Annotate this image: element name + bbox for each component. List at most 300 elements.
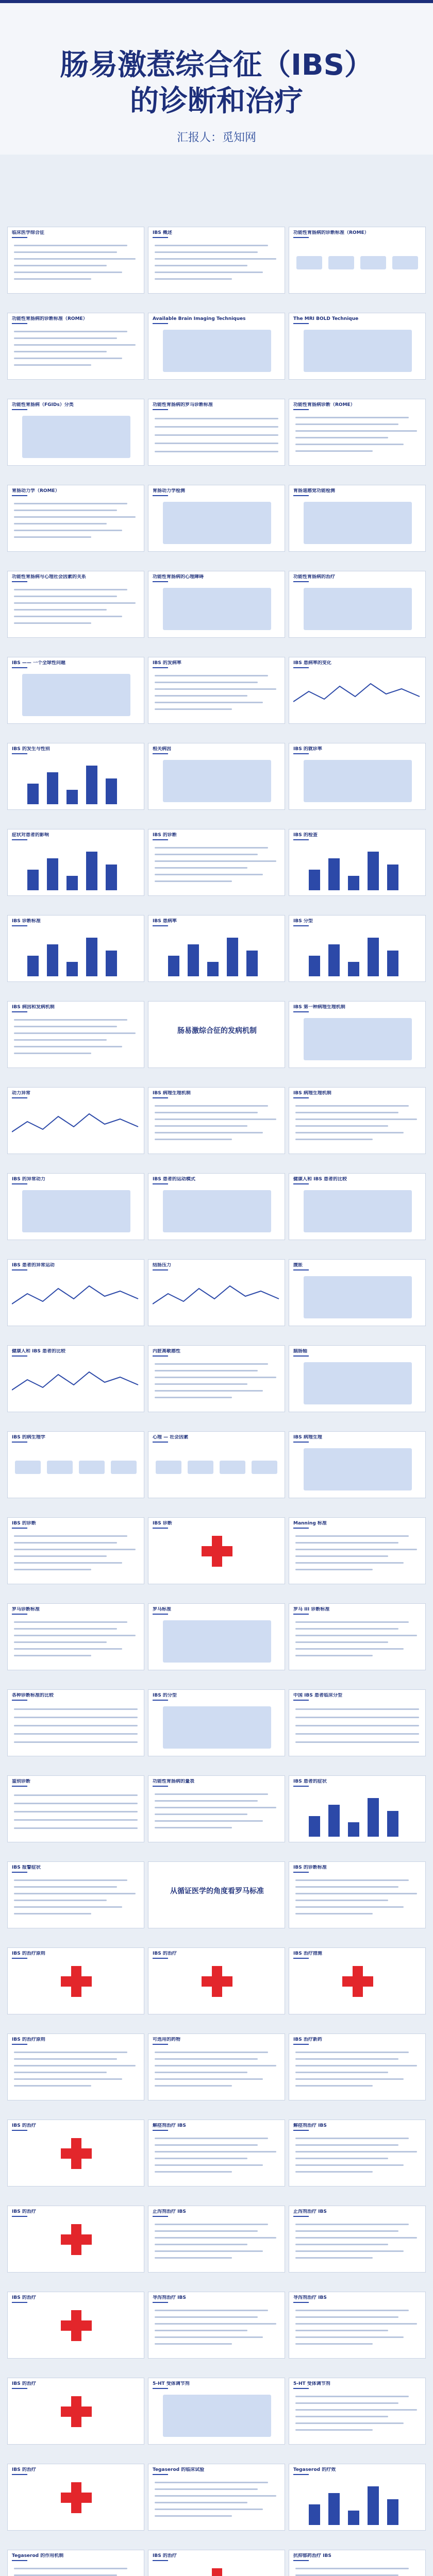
text-line [295, 1641, 388, 1643]
slide-title: 胃肠动力学检测 [153, 488, 186, 494]
slide-title-underline [153, 581, 168, 582]
slide-body [153, 585, 281, 634]
chain-box [47, 1461, 73, 1474]
slide-body [12, 585, 141, 634]
slide-title-underline [12, 2474, 27, 2475]
chain-box [360, 256, 386, 269]
text-line [14, 510, 117, 511]
slide-row [7, 313, 426, 381]
slide-title: IBS 患病率的变化 [293, 660, 331, 666]
slide-thumbnail [7, 571, 144, 638]
bar-mark [309, 1816, 320, 1837]
text-line [155, 1793, 268, 1795]
slide-figure [163, 1620, 271, 1663]
slide-body [12, 2478, 141, 2527]
text-line [295, 2065, 417, 2066]
slide-title: IBS 病理生理机制 [153, 1091, 191, 1096]
slide-body [153, 2564, 281, 2576]
slide-thumbnail [148, 485, 285, 552]
slide-body [293, 413, 422, 462]
slide-title-underline [153, 1528, 168, 1529]
slide-body [12, 2564, 141, 2576]
slide-row [7, 1259, 426, 1327]
slide-title: 功能性胃肠病与心理社会因素的关系 [12, 574, 87, 580]
slide-title-underline [12, 1442, 27, 1443]
slide-row [7, 2206, 426, 2274]
text-line [155, 1827, 232, 1828]
slide-thumbnail [289, 2378, 426, 2445]
slide-title-underline [153, 1269, 168, 1270]
slide-body [293, 499, 422, 548]
table-row [14, 1819, 138, 1821]
slide-row [7, 571, 426, 639]
text-line [295, 2257, 373, 2259]
text-line [14, 245, 127, 246]
slide-body [293, 2306, 422, 2355]
text-line [295, 1535, 409, 1537]
slide-row [7, 829, 426, 897]
text-line [155, 2330, 247, 2331]
series-line [293, 684, 420, 702]
slide-title-underline [293, 1183, 309, 1184]
cover-title [0, 47, 433, 120]
slide-title: 内脏高敏感性 [153, 1349, 181, 1354]
slide-thumbnail [7, 1947, 144, 2014]
slide-title: IBS 患者的运动模式 [153, 1177, 195, 1182]
slide-thumbnail [7, 829, 144, 896]
text-line [155, 2085, 232, 2087]
text-line [295, 2072, 388, 2073]
slide-title-underline [12, 2388, 27, 2389]
slide-thumbnail [7, 657, 144, 724]
slide-title-underline [12, 667, 27, 668]
slide-title: 解痉剂治疗 IBS [293, 2123, 327, 2128]
slide-title: 脑肠轴 [293, 1349, 308, 1354]
slide-thumbnail [148, 2378, 285, 2445]
text-line [295, 2171, 373, 2173]
slide-title-underline [293, 495, 309, 496]
text-line [14, 351, 107, 352]
slide-thumbnail [148, 571, 285, 638]
slide-body [12, 929, 141, 978]
slide-title: IBS 的病生理学 [12, 1435, 45, 1440]
slide-body [293, 1187, 422, 1236]
slide-thumbnail [289, 227, 426, 294]
text-line [295, 1125, 388, 1127]
slide-thumbnail [7, 743, 144, 810]
slide-title-underline [153, 1614, 168, 1615]
slide-title-underline [153, 2216, 168, 2217]
text-line [155, 682, 258, 683]
table-row [14, 1794, 138, 1796]
slide-thumbnail [148, 2206, 285, 2273]
text-line [155, 272, 263, 273]
text-line [14, 2568, 127, 2569]
text-line [155, 2250, 263, 2252]
slide-title: 5-HT 受体调节剂 [293, 2381, 330, 2386]
slide-title: 健康人和 IBS 患者的比较 [293, 1177, 347, 1182]
slide-title-underline [12, 581, 27, 582]
slide-title-underline [293, 1786, 309, 1787]
slide-title: 腹胀 [293, 1263, 303, 1268]
slide-body [12, 671, 141, 720]
chain-box [111, 1461, 137, 1474]
slide-title: IBS 的发病率 [153, 660, 181, 666]
slide-title-underline [12, 753, 27, 754]
slide-thumbnail [7, 1001, 144, 1068]
slide-row [7, 2033, 426, 2102]
slide-title: 导泻剂治疗 IBS [153, 2295, 186, 2300]
slide-title-underline [12, 323, 27, 324]
slide-body [293, 2133, 422, 2183]
text-line [155, 2065, 276, 2066]
slide-body [153, 1789, 281, 1839]
slide-title: The MRI BOLD Technique [293, 316, 359, 321]
text-line [14, 523, 107, 524]
slide-thumbnail [289, 2033, 426, 2100]
bar-mark [27, 870, 39, 890]
slide-thumbnail [289, 2292, 426, 2359]
slide-title-underline [293, 237, 309, 238]
slide-body [293, 1273, 422, 1323]
text-line [295, 1635, 417, 1636]
text-line [155, 2482, 268, 2483]
text-line [14, 1906, 122, 1908]
slide-figure [163, 588, 271, 630]
slide-title: 罗马 III 诊断标准 [293, 1607, 330, 1612]
text-line [295, 2144, 398, 2146]
text-line [295, 2224, 409, 2225]
text-line [155, 2171, 232, 2173]
slide-title-underline [153, 1442, 168, 1443]
slide-body [153, 241, 281, 290]
bar-mark [47, 944, 58, 976]
bar-mark [387, 1811, 398, 1837]
slide-title: 止泻剂治疗 IBS [153, 2209, 186, 2214]
text-line [14, 1628, 117, 1630]
slide-title: 健康人和 IBS 患者的比较 [12, 1349, 65, 1354]
text-line [295, 1139, 373, 1140]
text-line [155, 1397, 232, 1398]
slide-body [12, 1531, 141, 1581]
slide-thumbnail [289, 571, 426, 638]
slide-body [293, 843, 422, 892]
text-line [14, 2065, 136, 2066]
bar-mark [387, 951, 398, 976]
slide-title-underline [12, 495, 27, 496]
slide-row [7, 2292, 426, 2360]
slide-title-underline [293, 1442, 309, 1443]
slide-body [153, 1617, 281, 1667]
table-row [295, 1741, 419, 1743]
slide-title-underline [293, 1700, 309, 1701]
slide-thumbnail [289, 829, 426, 896]
table-row [14, 1708, 138, 1710]
slide-thumbnail [289, 2120, 426, 2187]
slide-title-underline [12, 2130, 27, 2131]
slide-row [7, 657, 426, 725]
bar-mark [86, 938, 97, 976]
slide-row [7, 1517, 426, 1585]
slide-thumbnail [7, 1087, 144, 1154]
text-line [14, 530, 122, 531]
text-line [155, 1139, 232, 1140]
text-line [155, 1820, 263, 1822]
text-line [295, 1112, 398, 1113]
slide-thumbnail [148, 2292, 285, 2359]
slide-title: 症状对患者的影响 [12, 833, 49, 838]
slide-body [12, 327, 141, 376]
text-line [155, 2488, 258, 2490]
slide-figure [22, 416, 130, 458]
slide-body [293, 1789, 422, 1839]
slide-thumbnail [289, 657, 426, 724]
chain-box [156, 1461, 181, 1474]
table-row [14, 1811, 138, 1812]
slide-thumbnail [148, 313, 285, 380]
text-line [14, 364, 91, 366]
slide-thumbnail [148, 1173, 285, 1240]
slide-title-underline [293, 2302, 309, 2303]
slide-thumbnail [7, 2206, 144, 2273]
slide-title-underline [153, 2474, 168, 2475]
text-line [155, 2495, 276, 2497]
slide-row [7, 1947, 426, 2015]
bar-mark [309, 2504, 320, 2525]
slide-thumbnail [148, 2550, 285, 2576]
slide-title: IBS 病理生理 [293, 1435, 322, 1440]
slide-title: IBS 病因和发病机制 [12, 1005, 55, 1010]
text-line [295, 2416, 388, 2417]
text-line [155, 1370, 258, 1371]
slide-title: IBS 诊断 [153, 1521, 172, 1526]
slide-title: IBS 的治疗原则 [12, 2037, 45, 2042]
slide-title: 功能性胃肠病的治疗 [293, 574, 336, 580]
slide-body [153, 2219, 281, 2269]
slide-title: IBS 治疗措施 [293, 1951, 322, 1956]
line-chart [12, 1359, 141, 1405]
bar-mark [168, 956, 179, 976]
slide-title-underline [293, 839, 309, 840]
slide-figure [163, 502, 271, 544]
slide-title-underline [293, 409, 309, 410]
slide-title: 罗马诊断标准 [12, 1607, 40, 1612]
text-line [155, 688, 276, 690]
slide-thumbnail [289, 1947, 426, 2014]
slide-thumbnail [148, 657, 285, 724]
slide-title: 5-HT 受体调节剂 [153, 2381, 190, 2386]
slide-thumbnail [148, 399, 285, 466]
bar-mark [27, 784, 39, 804]
bar-mark [86, 766, 97, 804]
text-line [155, 251, 258, 253]
slide-figure [304, 1018, 412, 1060]
slide-title: IBS 第一种病理生理机制 [293, 1005, 345, 1010]
bar-mark [368, 852, 379, 890]
table-row [295, 1717, 419, 1718]
slide-thumbnail [148, 1087, 285, 1154]
slide-body [293, 1359, 422, 1409]
chain-box [392, 256, 418, 269]
table-row [295, 1733, 419, 1735]
table-row [155, 434, 278, 436]
text-line [14, 272, 122, 273]
text-line [295, 1562, 404, 1564]
slide-thumbnail [148, 1603, 285, 1670]
text-line [14, 1555, 107, 1557]
text-line [295, 2244, 388, 2245]
text-line [155, 1132, 263, 1133]
slide-thumbnail [148, 1861, 285, 1928]
text-line [295, 444, 404, 445]
slide-title: 鉴别诊断 [12, 1779, 31, 1784]
slide-thumbnail [289, 2464, 426, 2531]
slide-title: IBS 的发生与性别 [12, 747, 50, 752]
slide-body [293, 1531, 422, 1581]
text-line [155, 2224, 268, 2225]
bar-mark [227, 938, 238, 976]
slide-title-underline [12, 237, 27, 238]
slide-title: 胃肠道感觉功能检测 [293, 488, 336, 494]
slide-body [293, 757, 422, 806]
bar-mark [47, 858, 58, 890]
slide-body [293, 2478, 422, 2527]
slide-figure [163, 760, 271, 802]
chain-box [220, 1461, 245, 1474]
slide-thumbnail [148, 2120, 285, 2187]
slide-title: 各种诊断标准的比较 [12, 1693, 54, 1698]
slide-thumbnail [289, 399, 426, 466]
slide-thumbnail [7, 1603, 144, 1670]
bar-mark [348, 962, 359, 976]
slide-title: 导泻剂治疗 IBS [293, 2295, 327, 2300]
slide-title-underline [293, 667, 309, 668]
slide-body [153, 1703, 281, 1753]
text-line [155, 847, 268, 849]
text-line [295, 1105, 409, 1107]
table-row [14, 1717, 138, 1718]
slide-title-underline [153, 1700, 168, 1701]
slide-title-underline [12, 1958, 27, 1959]
text-line [14, 1569, 91, 1570]
slide-thumbnail [7, 1689, 144, 1756]
text-line [295, 2250, 404, 2252]
text-line [14, 1621, 127, 1623]
slide-thumbnail [7, 313, 144, 380]
slide-thumbnail [148, 2464, 285, 2531]
cover-stripe-top [0, 0, 433, 3]
text-line [295, 1569, 373, 1570]
slide-body [12, 1875, 141, 1925]
slide-thumbnail [289, 2550, 426, 2576]
slide-body [12, 1273, 141, 1323]
text-line [14, 278, 91, 280]
text-line [14, 1542, 117, 1544]
text-line [155, 860, 276, 862]
text-line [14, 1032, 136, 1034]
slide-body [293, 1703, 422, 1753]
text-line [14, 1053, 91, 1054]
slide-thumbnail [289, 1603, 426, 1670]
text-line [295, 2429, 373, 2431]
slide-thumbnail [148, 2033, 285, 2100]
slide-title-underline [12, 1269, 27, 1270]
cover-title-line1: 肠易激惹综合征（IBS） [60, 48, 373, 82]
slide-thumbnail [7, 227, 144, 294]
slide-title-underline [293, 1097, 309, 1098]
slide-title-underline [12, 2044, 27, 2045]
text-line [155, 708, 232, 710]
slide-title-underline [153, 2130, 168, 2131]
slide-title: IBS 的检查 [293, 833, 318, 838]
slide-figure [163, 2395, 271, 2437]
text-line [14, 358, 122, 359]
slide-title-underline [12, 1011, 27, 1012]
bar-mark [66, 962, 78, 976]
bar-mark [86, 852, 97, 890]
bar-mark [27, 956, 39, 976]
text-line [155, 278, 232, 280]
text-line [155, 2144, 258, 2146]
table-row [14, 1827, 138, 1829]
bar-mark [47, 772, 58, 804]
line-chart [12, 1101, 141, 1147]
text-line [295, 1913, 373, 1914]
text-line [14, 1039, 107, 1041]
text-line [295, 1621, 409, 1623]
text-line [14, 1913, 91, 1914]
slide-title-underline [12, 2302, 27, 2303]
bar-mark [387, 865, 398, 890]
slide-body [153, 2392, 281, 2441]
text-line [14, 1026, 117, 1027]
table-row [14, 1803, 138, 1804]
slide-figure [304, 1276, 412, 1318]
slide-thumbnail [148, 227, 285, 294]
slide-body [12, 2133, 141, 2183]
slide-body [12, 1187, 141, 1236]
bar-mark [66, 790, 78, 804]
slide-title: IBS 的治疗 [153, 2553, 177, 2558]
chain-box [15, 1461, 41, 1474]
text-line [14, 602, 136, 604]
text-line [14, 1549, 136, 1550]
slide-thumbnail [7, 915, 144, 982]
slide-title-underline [293, 1355, 309, 1357]
text-line [155, 702, 263, 703]
text-line [295, 2330, 388, 2331]
text-line [14, 1879, 127, 1881]
slide-thumbnail [148, 1259, 285, 1326]
slide-title: 中国 IBS 患者临床分型 [293, 1693, 342, 1698]
text-line [295, 2336, 404, 2338]
slide-title: IBS 报警症状 [12, 1865, 41, 1870]
slide-body [12, 1445, 141, 1495]
slide-body [12, 499, 141, 548]
text-line [155, 1118, 276, 1120]
text-line [295, 2138, 409, 2139]
slide-body [293, 2047, 422, 2097]
text-line [295, 2158, 388, 2159]
slide-thumbnail [7, 399, 144, 466]
text-line [14, 265, 107, 266]
slide-title-underline [153, 237, 168, 238]
slide-thumbnail [148, 1947, 285, 2014]
text-line [155, 880, 232, 882]
slide-title: IBS 的治疗 [12, 2123, 36, 2128]
slide-title-underline [293, 581, 309, 582]
text-line [155, 245, 268, 246]
